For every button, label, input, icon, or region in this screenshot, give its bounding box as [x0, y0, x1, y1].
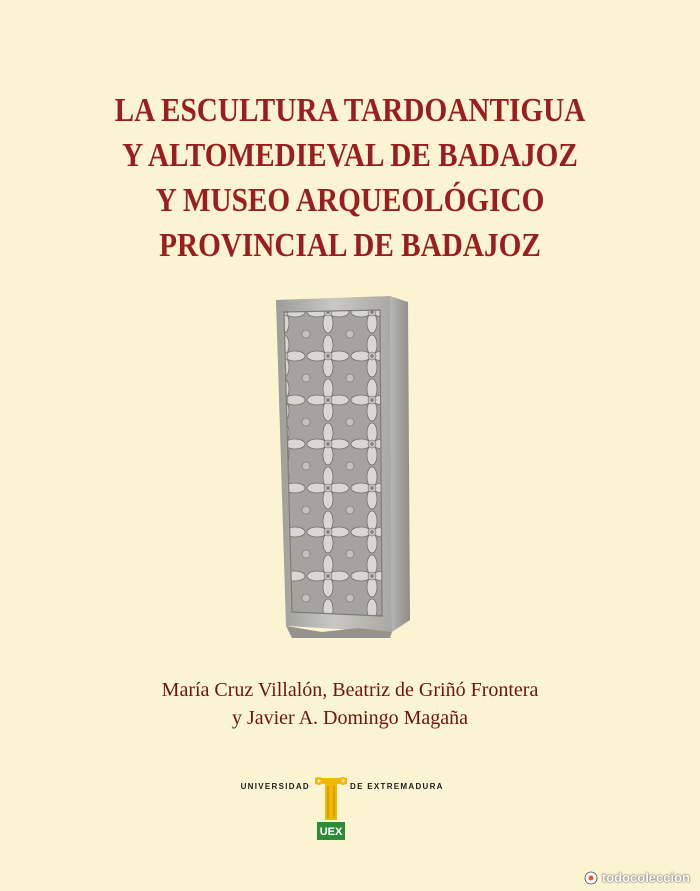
- watermark-text: todocoleccion: [601, 870, 690, 885]
- authors-line-2: y Javier A. Domingo Magaña: [231, 707, 469, 729]
- svg-text:UEX: UEX: [319, 826, 343, 838]
- title-line-2: Y ALTOMEDIEVAL DE BADAJOZ: [122, 137, 578, 174]
- title-line-1: LA ESCULTURA TARDOANTIGUA: [114, 92, 586, 129]
- book-title: [0, 88, 700, 268]
- title-line-3: Y MUSEO ARQUEOLÓGICO: [155, 182, 545, 219]
- publisher: [0, 770, 700, 842]
- publisher-name-left: UNIVERSIDAD: [240, 782, 310, 791]
- todocoleccion-icon: [584, 871, 598, 885]
- stele-image: [262, 290, 422, 640]
- watermark: [584, 870, 690, 885]
- publisher-name-right: DE EXTREMADURA: [350, 782, 444, 791]
- authors-line-1: María Cruz Villalón, Beatriz de Griñó Frontera: [161, 679, 539, 701]
- title-line-4: PROVINCIAL DE BADAJOZ: [159, 227, 541, 264]
- uex-logo: [314, 770, 348, 842]
- authors: [0, 676, 700, 732]
